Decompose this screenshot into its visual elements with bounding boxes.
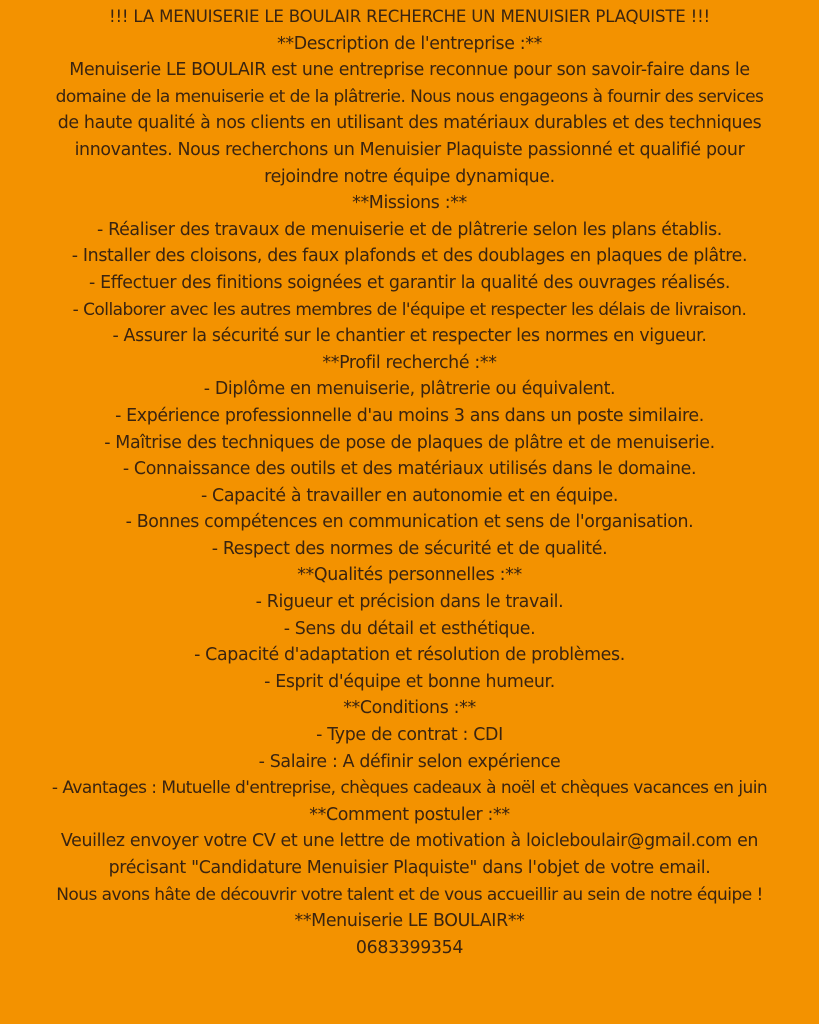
missions-heading: **Missions :** bbox=[352, 193, 467, 214]
quality-item: - Capacité d'adaptation et résolution de problèmes. bbox=[194, 645, 625, 666]
apply-line: précisant "Candidature Menuisier Plaquiste" dans l'objet de votre email. bbox=[108, 858, 711, 878]
quality-item: - Esprit d'équipe et bonne humeur. bbox=[264, 671, 555, 692]
profile-item: - Connaissance des outils et des matériaux utilisés dans le domaine. bbox=[122, 459, 697, 480]
profile-item: - Expérience professionnelle d'au moins 3 ans dans un poste similaire. bbox=[115, 405, 704, 426]
signature-phone: 0683399354 bbox=[355, 937, 464, 958]
description-line: de haute qualité à nos clients en utilisant des matériaux durables et des techniques bbox=[57, 113, 762, 134]
apply-heading: **Comment postuler :** bbox=[309, 804, 510, 825]
description-heading: **Description de l'entreprise :** bbox=[277, 33, 542, 54]
mission-item: - Collaborer avec les autres membres de l'équipe et respecter les délais de livraison. bbox=[72, 299, 747, 320]
apply-line: Nous avons hâte de découvrir votre talent et de vous accueillir au sein de notre équipe ! bbox=[56, 884, 763, 905]
condition-item: - Salaire : A définir selon expérience bbox=[258, 751, 561, 772]
description-line: Menuiserie LE BOULAIR est une entreprise reconnue pour son savoir-faire dans le bbox=[69, 60, 750, 81]
posting-title: !!! LA MENUISERIE LE BOULAIR RECHERCHE UN MENUISIER PLAQUISTE !!! bbox=[109, 7, 710, 26]
quality-item: - Rigueur et précision dans le travail. bbox=[255, 592, 564, 613]
quality-item: - Sens du détail et esthétique. bbox=[283, 618, 536, 639]
profile-heading: **Profil recherché :** bbox=[322, 352, 497, 373]
mission-item: - Réaliser des travaux de menuiserie et de plâtrerie selon les plans établis. bbox=[97, 219, 722, 240]
mission-item: - Installer des cloisons, des faux plafonds et des doublages en plaques de plâtre. bbox=[71, 246, 748, 267]
condition-item: - Type de contrat : CDI bbox=[316, 725, 503, 746]
profile-item: - Maîtrise des techniques de pose de plaques de plâtre et de menuiserie. bbox=[104, 432, 715, 453]
profile-item: - Capacité à travailler en autonomie et en équipe. bbox=[200, 485, 619, 506]
apply-line: Veuillez envoyer votre CV et une lettre de motivation à loicleboulair@gmail.com en bbox=[60, 831, 759, 852]
profile-item: - Respect des normes de sécurité et de qualité. bbox=[211, 538, 608, 559]
mission-item: - Effectuer des finitions soignées et garantir la qualité des ouvrages réalisés. bbox=[88, 272, 731, 293]
description-line: domaine de la menuiserie et de la plâtrerie. Nous nous engageons à fournir des services bbox=[55, 86, 764, 107]
profile-item: - Bonnes compétences en communication et sens de l'organisation. bbox=[125, 512, 694, 533]
qualities-heading: **Qualités personnelles :** bbox=[297, 565, 522, 586]
description-line: rejoindre notre équipe dynamique. bbox=[264, 166, 555, 187]
condition-item: - Avantages : Mutuelle d'entreprise, chèques cadeaux à noël et chèques vacances en juin bbox=[51, 778, 768, 799]
description-line: innovantes. Nous recherchons un Menuisier Plaquiste passionné et qualifié pour bbox=[74, 139, 745, 160]
conditions-heading: **Conditions :** bbox=[343, 698, 476, 719]
signature-company: **Menuiserie LE BOULAIR** bbox=[294, 911, 525, 932]
profile-item: - Diplôme en menuiserie, plâtrerie ou équivalent. bbox=[203, 379, 616, 400]
mission-item: - Assurer la sécurité sur le chantier et respecter les normes en vigueur. bbox=[112, 326, 707, 347]
